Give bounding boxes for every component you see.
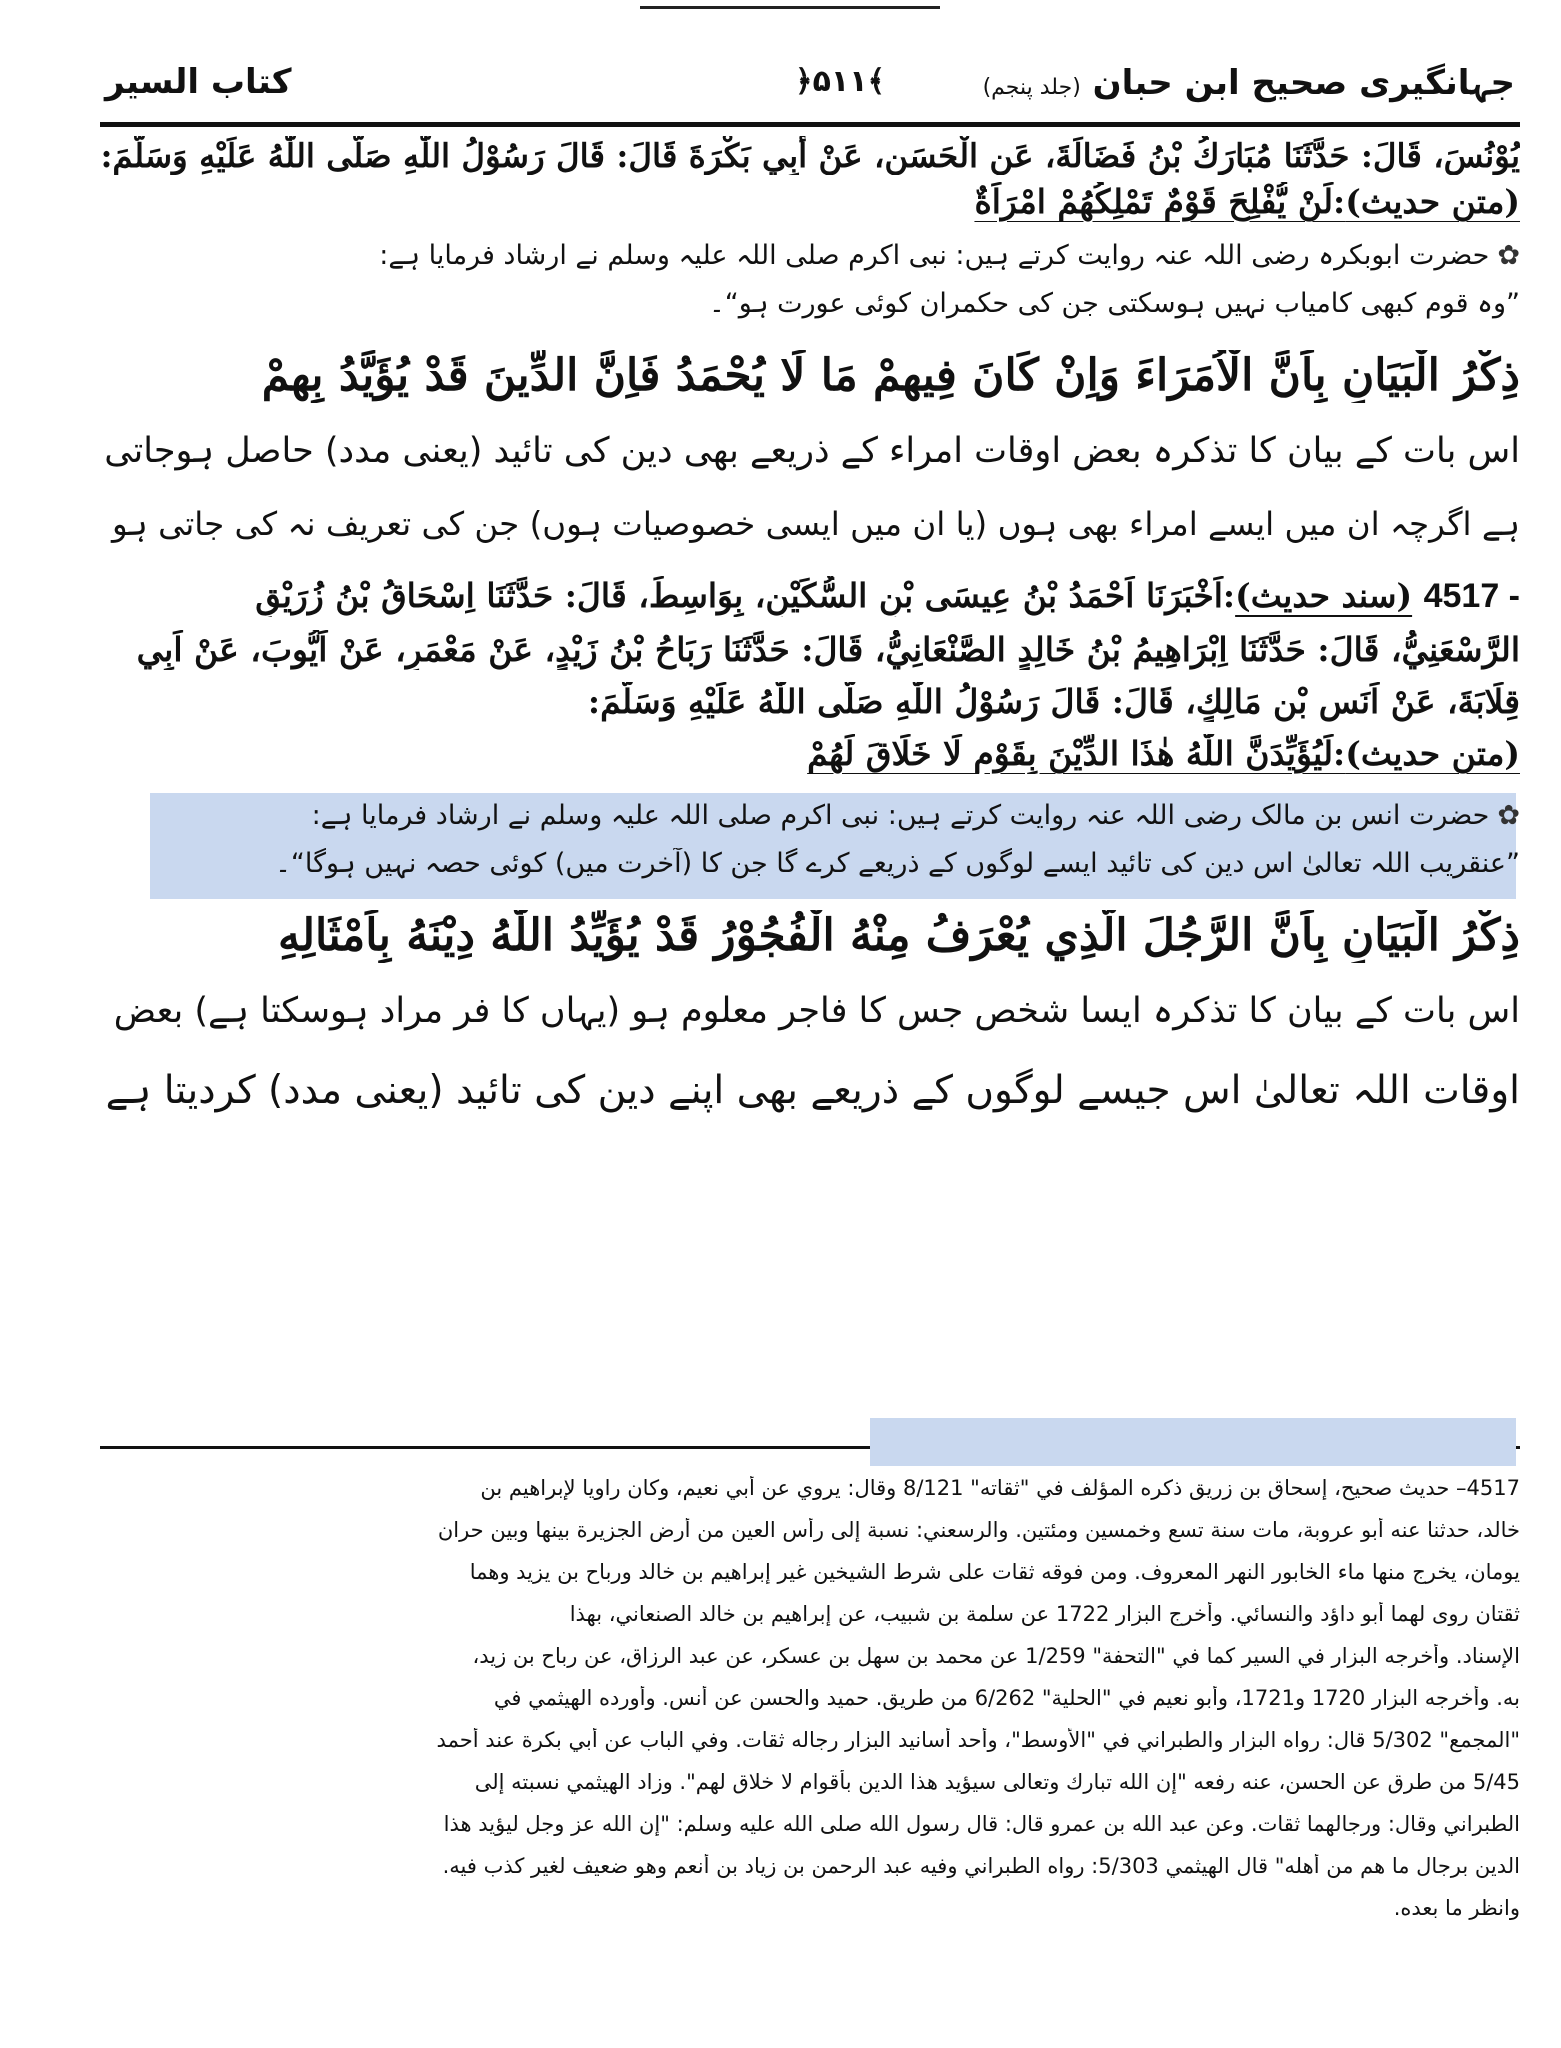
footnote-line: وانظر ما بعده. — [1393, 1896, 1520, 1920]
matn-label: (متن حدیث) — [1345, 734, 1520, 773]
highlight-footnote — [870, 1418, 1516, 1466]
footnote-line: يومان، يخرج منها ماء الخابور النهر المعروف. ومن فوقه ثقات على شرط الشيخين غير إبراهيم بن خالد ورباح بن يزيد وهما — [469, 1560, 1520, 1584]
matn-text: :لَيُؤَيِّدَنَّ اللّٰهُ هٰذَا الدِّيْنَ بِقَوْمٍ لَا خَلَاقَ لَهُمْ — [807, 734, 1346, 773]
section2-heading-urdu-1: اس بات کے بیان کا تذکرہ ایسا شخص جس کا فاجر معلوم ہو (یہاں کا فر مراد ہوسکتا ہے) بعض — [113, 991, 1520, 1031]
section2-heading-arabic: ذِكْرُ الْبَيَانِ بِاَنَّ الرَّجُلَ الَّذِي يُعْرَفُ مِنْهُ الْفُجُوْرُ قَدْ يُؤَيِّدُ اللّٰهُ دِيْنَهُ بِاَمْثَالِهِ — [277, 910, 1520, 961]
section1-heading-urdu-2: ہے اگرچہ ان میں ایسے امراء بھی ہوں (یا ان میں ایسی خصوصیات ہوں) جن کی تعریف نہ کی جاتی ہو — [111, 505, 1520, 543]
hadith2-chain-2: الرَّسْعَنِيُّ، قَالَ: حَدَّثَنَا اِبْرَاهِيمُ بْنُ خَالِدٍ الصَّنْعَانِيُّ، قَالَ: حَدَّثَنَا رَبَاحُ بْنُ زَيْدٍ، عَنْ مَعْمَرٍ، عَنْ اَيُّوبَ، عَنْ اَبِي — [136, 630, 1520, 669]
book-title: جہانگیری صحیح ابن حبان (جلد پنجم) — [982, 63, 1515, 103]
flower-icon: ✿ — [1497, 800, 1520, 831]
top-rule — [640, 6, 940, 9]
section1-heading-urdu-1: اس بات کے بیان کا تذکرہ بعض اوقات امراء کے ذریعے بھی دین کی تائید (یعنی مدد) حاصل ہوجاتی — [104, 431, 1520, 471]
volume-label: (جلد پنجم) — [982, 75, 1081, 100]
hadith2-sanad: 4517 - (سند حدیث):اَخْبَرَنَا اَحْمَدُ بْنُ عِيسَى بْنِ السُّكَيْنِ، بِوَاسِطَ، قَالَ: حَدَّثَنَا اِسْحَاقُ بْنُ زُرَيْقٍ — [255, 576, 1520, 615]
footnote-line: خالد، حدثنا عنه أبو عروبة، مات سنة تسع وخمسين ومئتين. والرسعني: نسبة إلى رأس العين من أرض الجزيرة بينها وبين حران — [437, 1518, 1520, 1542]
hadith2-matn — [100, 734, 1520, 774]
hadith-number: 4517 - — [1423, 577, 1520, 615]
page-header — [105, 58, 1515, 118]
footnote-line: الإسناد. وأخرجه البزار في السير كما في "التحفة" 1/259 عن محمد بن سهل بن عسكر، عن عبد الرزاق، عن رباح بن زيد، — [472, 1644, 1520, 1668]
hadith1-chain: یُوْنُسَ، قَالَ: حَدَّثَنَا مُبَارَكُ بْنُ فَضَالَةَ، عَنِ الْحَسَنِ، عَنْ أَبِي بَكْرَةَ قَالَ: قَالَ رَسُوْلُ اللّٰهِ صَلَّى اللّٰهُ عَلَيْهِ وَسَلَّمَ: — [100, 136, 1520, 175]
hadith1-matn — [100, 182, 1520, 222]
flower-icon: ✿ — [1497, 240, 1520, 271]
footnote-line: الطبراني وقال: ورجالهما ثقات. وعن عبد الله بن عمرو قال: قال رسول الله صلى الله عليه وسلم: "إن الله عز وجل ليؤيد هذا — [443, 1812, 1520, 1836]
sanad-label: (سند حدیث) — [1235, 576, 1413, 615]
hadith1-translation-intro: ✿حضرت ابوبکرہ رضی اللہ عنہ روایت کرتے ہیں: نبی اکرم صلی اللہ علیہ وسلم نے ارشاد فرمایا ہے: — [379, 240, 1520, 271]
footnote-line: 5/45 من طرق عن الحسن، عنه رفعه "إن الله تبارك وتعالى سيؤيد هذا الدين بأقوام لا خلاق لهم". وزاد الهيثمي نسبته إلى — [474, 1770, 1520, 1794]
footnote-line: به. وأخرجه البزار 1720 و1721، وأبو نعيم في "الحلية" 6/262 من طريق. حميد والحسن عن أنس. وأورده الهيثمي في — [493, 1686, 1520, 1710]
page-number: ﴿۵۱۱﴾ — [795, 64, 886, 99]
footnote-line: 4517– حديث صحيح، إسحاق بن زريق ذكره المؤلف في "ثقاته" 8/121 وقال: يروي عن أبي نعيم، وكان راويا لإبراهيم بن — [480, 1476, 1520, 1500]
header-rule — [100, 122, 1520, 127]
hadith2-chain-3: قِلَابَةَ، عَنْ اَنَسِ بْنِ مَالِكٍ، قَالَ: قَالَ رَسُوْلُ اللّٰهِ صَلَّى اللّٰهُ عَلَيْهِ وَسَلَّمَ: — [587, 682, 1520, 721]
footnote-line: "المجمع" 5/302 قال: رواه البزار والطبراني في "الأوسط"، وأحد أسانيد البزار رجاله ثقات. وفي الباب عن أبي بكرة عند أحمد — [436, 1728, 1520, 1752]
hadith1-translation: ”وہ قوم کبھی کامیاب نہیں ہوسکتی جن کی حکمران کوئی عورت ہو“۔ — [708, 288, 1520, 319]
footnote-line: الدين برجال ما هم من أهله" قال الهيثمي 5/303: رواه الطبراني وفيه عبد الرحمن بن زياد بن أنعم وهو ضعيف لغير كذب فيه. — [442, 1854, 1520, 1878]
hadith2-translation: ”عنقریب اللہ تعالیٰ اس دین کی تائید ایسے لوگوں کے ذریعے کرے گا جن کا (آخرت میں) کوئی حصہ نہیں ہوگا“۔ — [275, 848, 1520, 879]
chapter-title: کتاب السیر — [105, 62, 292, 102]
section1-heading-arabic: ذِكْرُ الْبَيَانِ بِاَنَّ الْاُمَرَاءَ وَاِنْ كَانَ فِيهِمْ مَا لَا يُحْمَدُ فَاِنَّ الدِّينَ قَدْ يُؤَيَّدُ بِهِمْ — [261, 350, 1520, 401]
footnote-line: ثقتان روى لهما أبو داؤد والنسائي. وأخرج البزار 1722 عن سلمة بن شبيب، عن إبراهيم بن خالد الصنعاني، بهذا — [569, 1602, 1520, 1626]
matn-label: (متن حدیث) — [1345, 182, 1520, 221]
section2-heading-urdu-2: اوقات اللہ تعالیٰ اس جیسے لوگوں کے ذریعے بھی اپنے دین کی تائید (یعنی مدد) کردیتا ہے — [105, 1068, 1520, 1113]
hadith2-translation-intro: ✿حضرت انس بن مالک رضی اللہ عنہ روایت کرتے ہیں: نبی اکرم صلی اللہ علیہ وسلم نے ارشاد فرمایا ہے: — [311, 800, 1520, 831]
matn-text: :لَنْ يُّفْلِحَ قَوْمٌ تَمْلِكُهُمْ امْرَاَةٌ — [974, 182, 1346, 221]
